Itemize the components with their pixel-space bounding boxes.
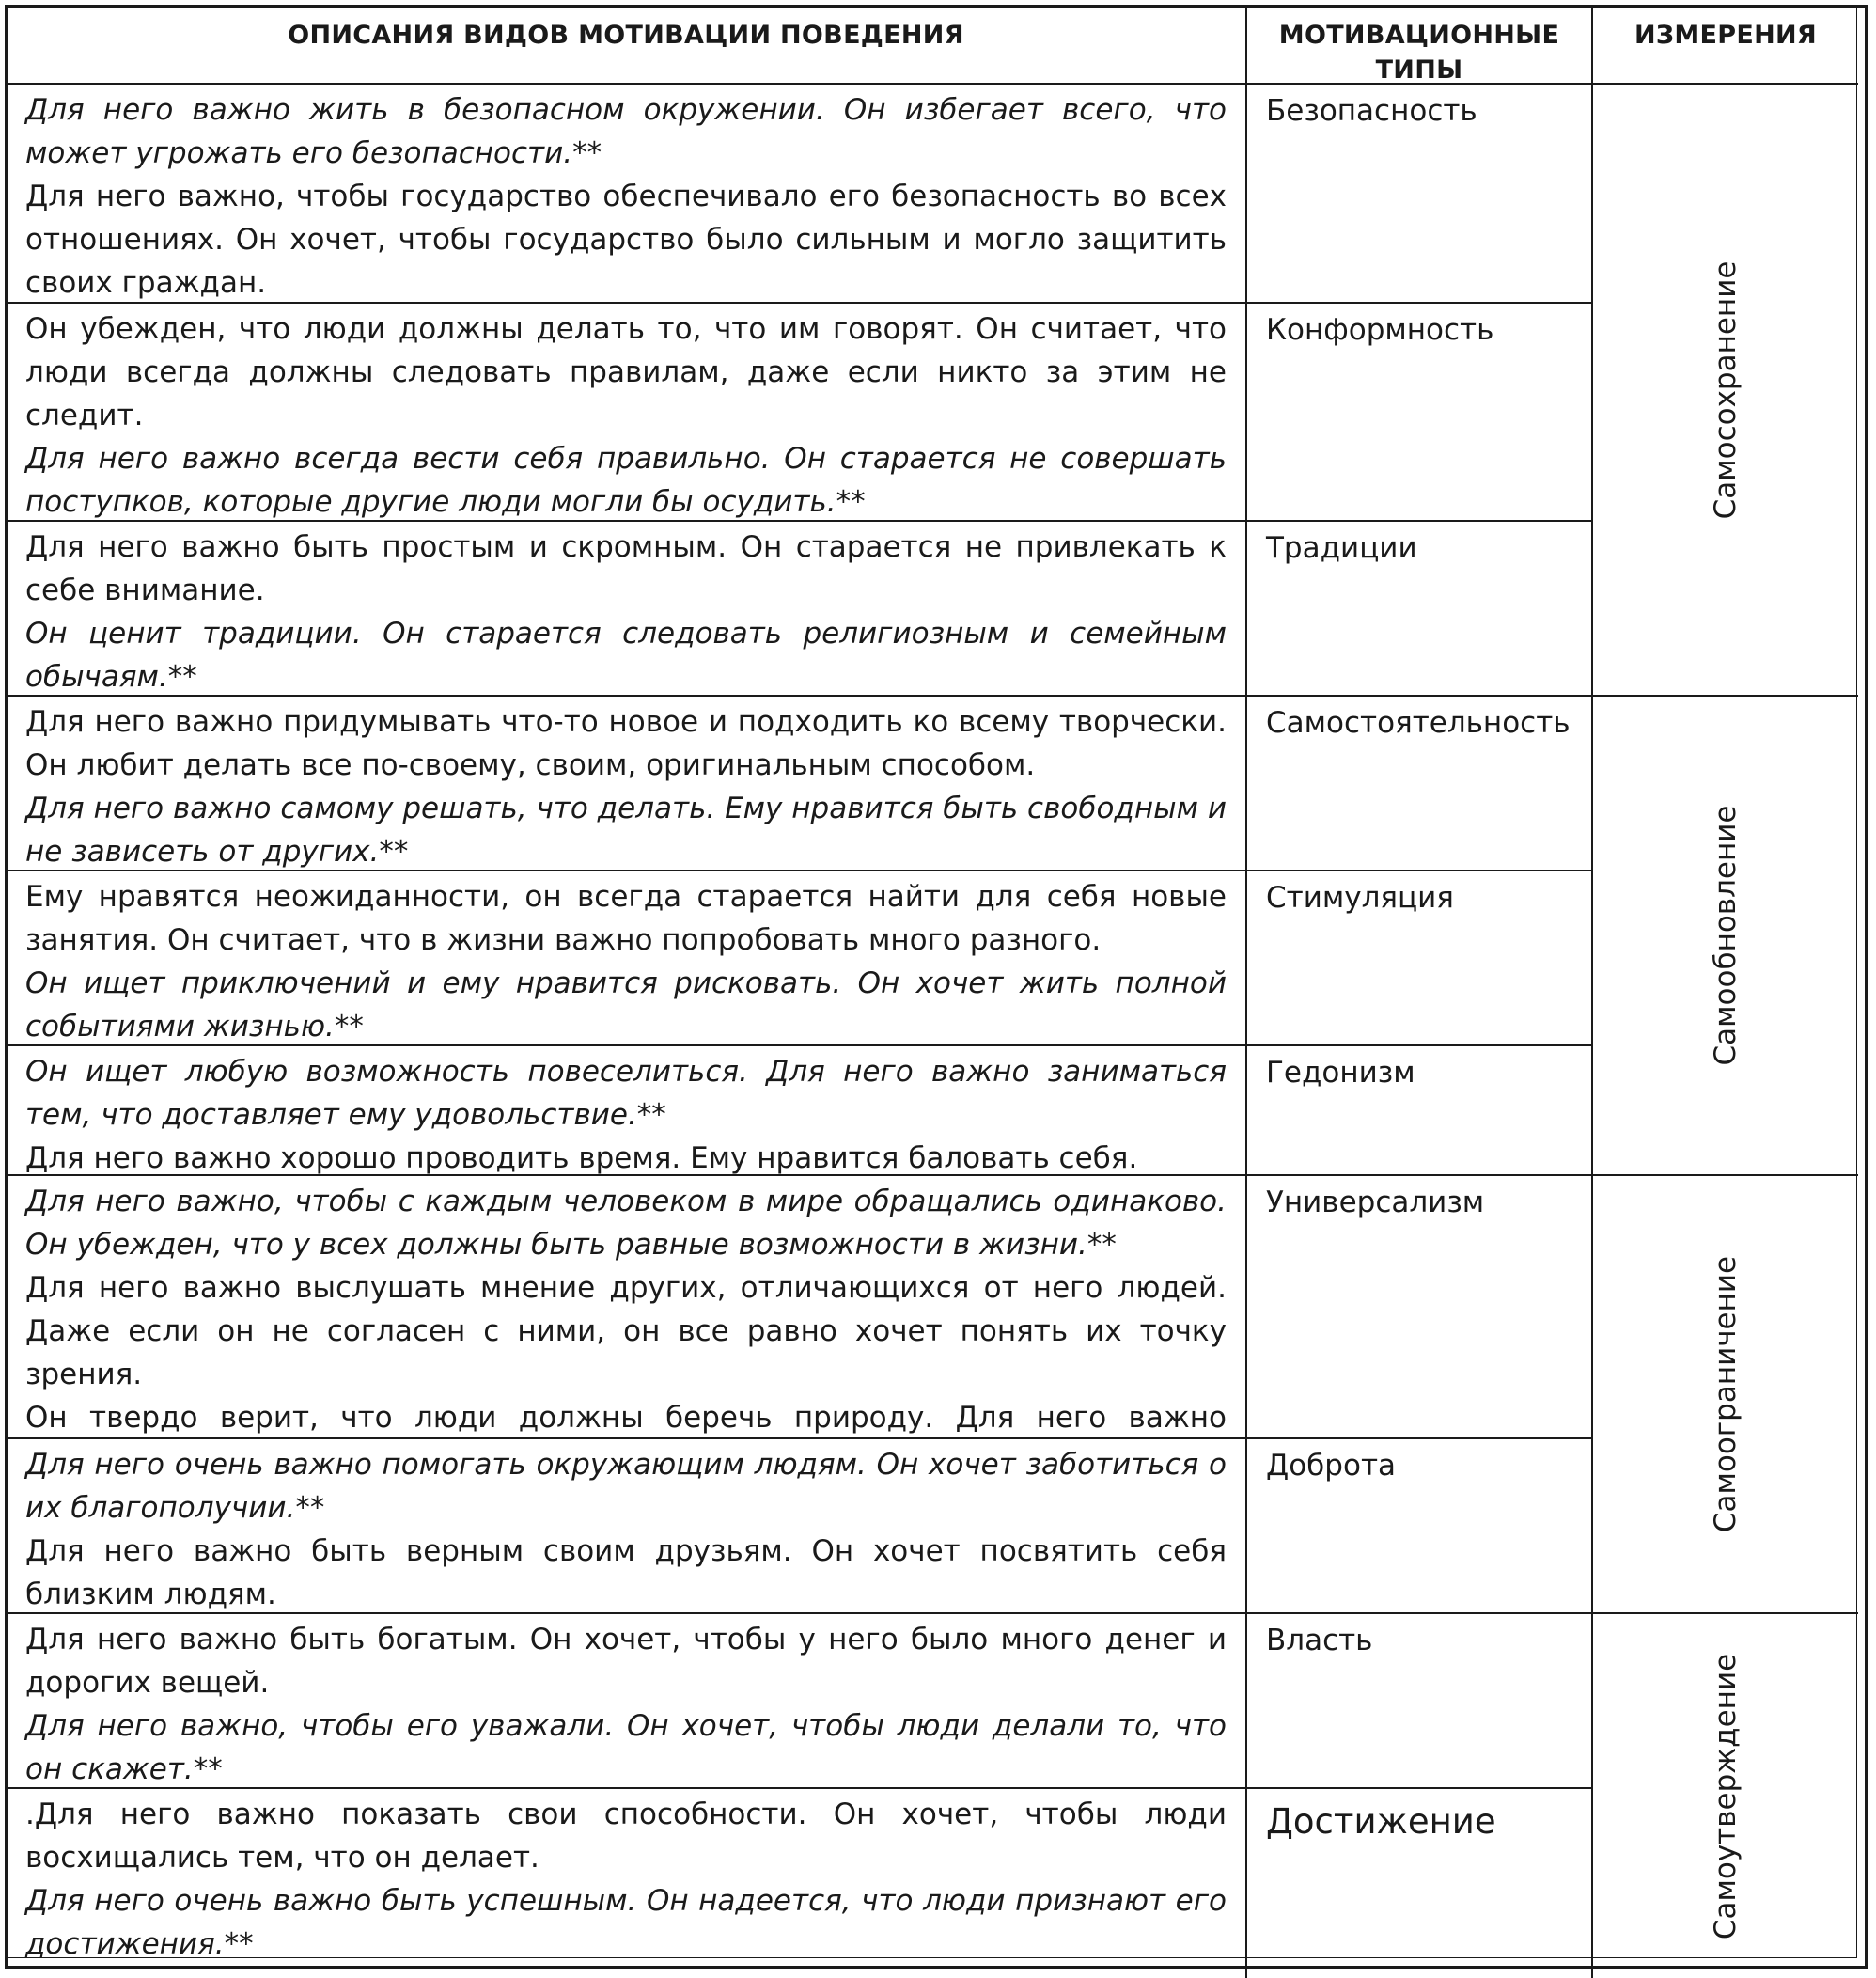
motivation-type-label: Самостоятельность [1266,706,1571,740]
description-cell [7,1614,1247,1789]
motivation-type-label: Власть [1266,1624,1373,1657]
motivation-type-cell [1247,85,1593,304]
motivation-type-cell [1247,1046,1593,1176]
motivation-type-cell [1247,871,1593,1046]
description-paragraph: Для него важно быть богатым. Он хочет, чтобы у него было много денег и дорогих вещей. [25,1623,1227,1700]
dimension-cell [1593,1176,1858,1614]
header-dimensions [1593,7,1858,85]
motivation-table [6,6,1857,1961]
motivation-type-cell [1247,522,1593,697]
description-paragraph: Он твердо верит, что люди должны беречь природу. Для него важно [25,1401,1227,1435]
description-paragraph: Для него важно, чтобы государство обеспечивало его безопасность во всех отношениях. Он хочет, чтобы государство было сильным и могло защитить своих граждан. [25,180,1227,300]
motivation-type-label: Безопасность [1266,94,1477,128]
description-paragraph: Для него важно быть простым и скромным. Он старается не привлекать к себе внимание. [25,530,1227,607]
description-cell [7,1046,1247,1176]
dimension-cell [1593,697,1858,1176]
motivation-type-cell [1247,1789,1593,1978]
description-cell [7,304,1247,522]
motivation-type-cell [1247,304,1593,522]
motivation-type-label: Гедонизм [1266,1056,1415,1090]
motivation-type-cell [1247,1176,1593,1439]
description-paragraph: Он ищет любую возможность повеселиться. Для него важно заниматься тем, что доставляет ему удовольствие.** [25,1055,1227,1132]
header-description [7,7,1247,85]
dimension-label: Самообновление [1709,805,1743,1066]
description-paragraph: .Для него важно показать свои способности. Он хочет, чтобы люди восхищались тем, что он делает. [25,1797,1227,1875]
description-cell [7,871,1247,1046]
description-paragraph: Для него важно придумывать что-то новое и подходить ко всему творчески. Он любит делать все по-своему, своим, оригинальным способом. [25,705,1227,782]
motivation-type-cell [1247,1614,1593,1789]
dimension-label: Самоограничение [1709,1255,1743,1533]
description-cell [7,1176,1247,1439]
dimension-label: Самосохранение [1709,260,1743,519]
header-description-label: ОПИСАНИЯ ВИДОВ МОТИВАЦИИ ПОВЕДЕНИЯ [288,21,964,50]
motivation-type-label: Конформность [1266,313,1494,347]
description-paragraph: Для него важно самому решать, что делать. Ему нравится быть свободным и не зависеть от других.** [25,792,1227,869]
description-cell [7,697,1247,871]
motivation-type-label: Стимуляция [1266,881,1454,915]
description-paragraph: Для него важно выслушать мнение других, отличающихся от него людей. Даже если он не согласен с ними, он все равно хочет понять их точку зрения. [25,1271,1227,1391]
description-cell [7,1789,1247,1978]
description-paragraph: Для него важно всегда вести себя правильно. Он старается не совершать поступков, которые другие люди могли бы осудить.** [25,442,1227,519]
header-types [1247,7,1593,85]
description-paragraph: Ему нравятся неожиданности, он всегда старается найти для себя новые занятия. Он считает, что в жизни важно попробовать много разного. [25,880,1227,957]
description-paragraph: Он ищет приключений и ему нравится рисковать. Он хочет жить полной событиями жизнью.** [25,966,1227,1044]
description-cell [7,522,1247,697]
header-dimensions-label: ИЗМЕРЕНИЯ [1634,21,1817,50]
motivation-type-cell [1247,697,1593,871]
dimension-cell [1593,85,1858,697]
dimension-label: Самоутверждение [1709,1653,1743,1939]
description-paragraph: Он убежден, что люди должны делать то, что им говорят. Он считает, что люди всегда должны следовать правилам, даже если никто за этим не следит. [25,312,1227,432]
description-paragraph: Для него очень важно помогать окружающим людям. Он хочет заботиться о их благополучии.** [25,1448,1227,1525]
description-paragraph: Для него важно быть верным своим друзьям. Он хочет посвятить себя близким людям. [25,1534,1227,1611]
motivation-type-label: Традиции [1266,531,1417,565]
description-paragraph: Для него очень важно быть успешным. Он надеется, что люди признают его достижения.** [25,1884,1227,1961]
description-paragraph: Для него важно, чтобы его уважали. Он хочет, чтобы люди делали то, что он скажет.** [25,1709,1227,1786]
motivation-type-label: Достижение [1266,1801,1496,1842]
dimension-cell [1593,1614,1858,1978]
motivation-type-label: Универсализм [1266,1185,1485,1219]
description-paragraph: Он ценит традиции. Он старается следовать религиозным и семейным обычаям.** [25,617,1227,694]
motivation-type-cell [1247,1439,1593,1614]
description-paragraph: Для него важно жить в безопасном окружении. Он избегает всего, что может угрожать его безопасности.** [25,93,1227,170]
description-paragraph: Для него важно, чтобы с каждым человеком в мире обращались одинаково. Он убежден, что у всех должны быть равные возможности в жизни.** [25,1185,1227,1262]
description-cell [7,1439,1247,1614]
motivation-type-label: Доброта [1266,1449,1397,1483]
header-types-label: МОТИВАЦИОННЫЕ ТИПЫ [1278,21,1560,85]
description-paragraph: Для него важно хорошо проводить время. Ему нравится баловать себя. [25,1141,1138,1175]
description-cell [7,85,1247,304]
